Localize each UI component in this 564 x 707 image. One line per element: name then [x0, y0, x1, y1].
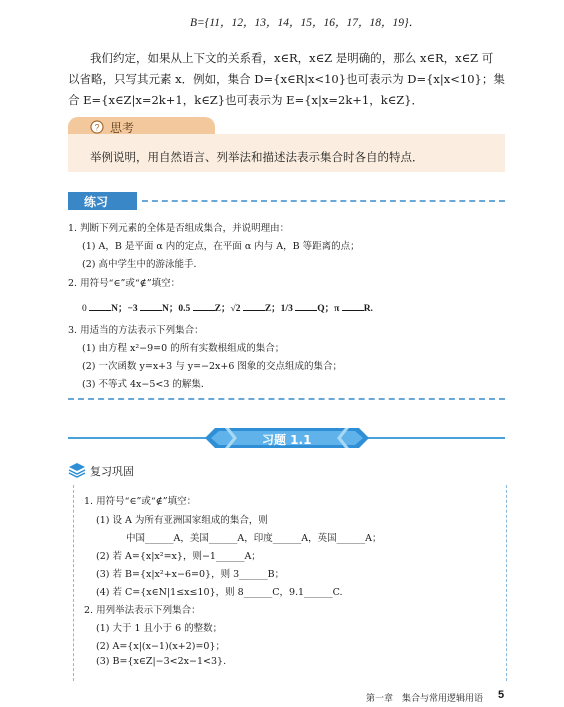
svg-text:?: ? — [94, 122, 100, 133]
q2-blank — [342, 299, 364, 311]
exercise-q2-2: (2) A={x|(x−1)(x+2)=0}； — [96, 641, 225, 652]
q2-blank — [243, 299, 265, 311]
footer-chapter: 第一章 集合与常用逻辑用语 — [366, 694, 484, 704]
convention-line-1: 我们约定，如果从上下文的关系看，x∈R，x∈Z 是明确的，那么 x∈R，x∈Z 可 — [90, 51, 494, 65]
exercise-q2: 2. 用列举法表示下列集合： — [84, 605, 201, 616]
exercise-q2-1: (1) 大于 1 且小于 6 的整数； — [96, 623, 223, 634]
practice-q2-row — [82, 299, 373, 314]
top-formula: B={11，12，13，14，15，16，17，18，19}． — [190, 17, 421, 29]
exercise-q2-3: (3) B={x∈Z|−3<2x−1<3}. — [96, 656, 227, 667]
q2-blank — [89, 299, 111, 311]
exercise-q1-2: (2) 若 A={x|x²=x}，则−1______A； — [96, 551, 261, 562]
practice-dash-top — [142, 200, 505, 202]
practice-dash-bottom — [68, 398, 505, 400]
question-icon — [90, 120, 104, 134]
q2-item-1: N；−3 — [111, 304, 138, 314]
think-body: 举例说明，用自然语言、列举法和描述法表示集合时各自的特点． — [90, 150, 424, 164]
practice-q3: 3. 用适当的方法表示下列集合： — [68, 325, 204, 336]
practice-q3-2: (2) 一次函数 y=x+3 与 y=−2x+6 图象的交点组成的集合； — [82, 361, 342, 372]
exercise-q1: 1. 用符号“∈”或“∉”填空： — [84, 496, 197, 507]
practice-q2: 2. 用符号“∈”或“∉”填空： — [68, 278, 181, 289]
review-icon — [68, 462, 86, 478]
exercise-title: 习题 1.1 — [262, 433, 312, 447]
practice-q1-2: (2) 高中学生中的游泳能手． — [82, 259, 203, 270]
q2-blank — [193, 299, 215, 311]
q2-blank — [295, 299, 317, 311]
practice-q1-1: (1) A，B 是平面 α 内的定点，在平面 α 内与 A，B 等距离的点； — [82, 241, 360, 252]
exercise-q1-1b: 中国______A，美国______A，印度______A，英国______A； — [126, 533, 382, 544]
page-number: 5 — [498, 689, 505, 701]
think-title: 思考 — [110, 121, 135, 135]
q2-item-6: R. — [363, 304, 373, 314]
review-title: 复习巩固 — [90, 465, 134, 478]
convention-line-3: 合 E={x∈Z|x=2k+1，k∈Z}也可表示为 E={x|x=2k+1，k∈Z}． — [68, 93, 424, 107]
exercise-q1-3: (3) 若 B={x|x²+x−6=0}，则 3______B； — [96, 569, 285, 580]
exercise-q1-4: (4) 若 C={x∈N|1≤x≤10}，则 8______C，9.1______C. — [96, 587, 343, 598]
q2-item-5: Q；π — [317, 304, 340, 314]
exercise-q1-1: (1) 设 A 为所有亚洲国家组成的集合，则 — [96, 515, 268, 526]
q2-blank — [140, 299, 162, 311]
practice-q3-3: (3) 不等式 4x−5<3 的解集． — [82, 379, 211, 390]
practice-q3-1: (1) 由方程 x²−9=0 的所有实数根组成的集合； — [82, 343, 285, 354]
practice-title: 练习 — [84, 195, 109, 209]
q2-item-2: N；0.5 — [162, 304, 191, 314]
convention-line-2: 以省略，只写其元素 x．例如，集合 D={x∈R|x<10}也可表示为 D={x|x<10}；集 — [68, 72, 505, 86]
q2-item-3: Z；√2 — [214, 304, 241, 314]
q2-item-4: Z；1/3 — [264, 304, 293, 314]
practice-q1: 1. 判断下列元素的全体是否组成集合，并说明理由： — [68, 223, 290, 234]
q2-item-0: 0 — [82, 304, 87, 314]
